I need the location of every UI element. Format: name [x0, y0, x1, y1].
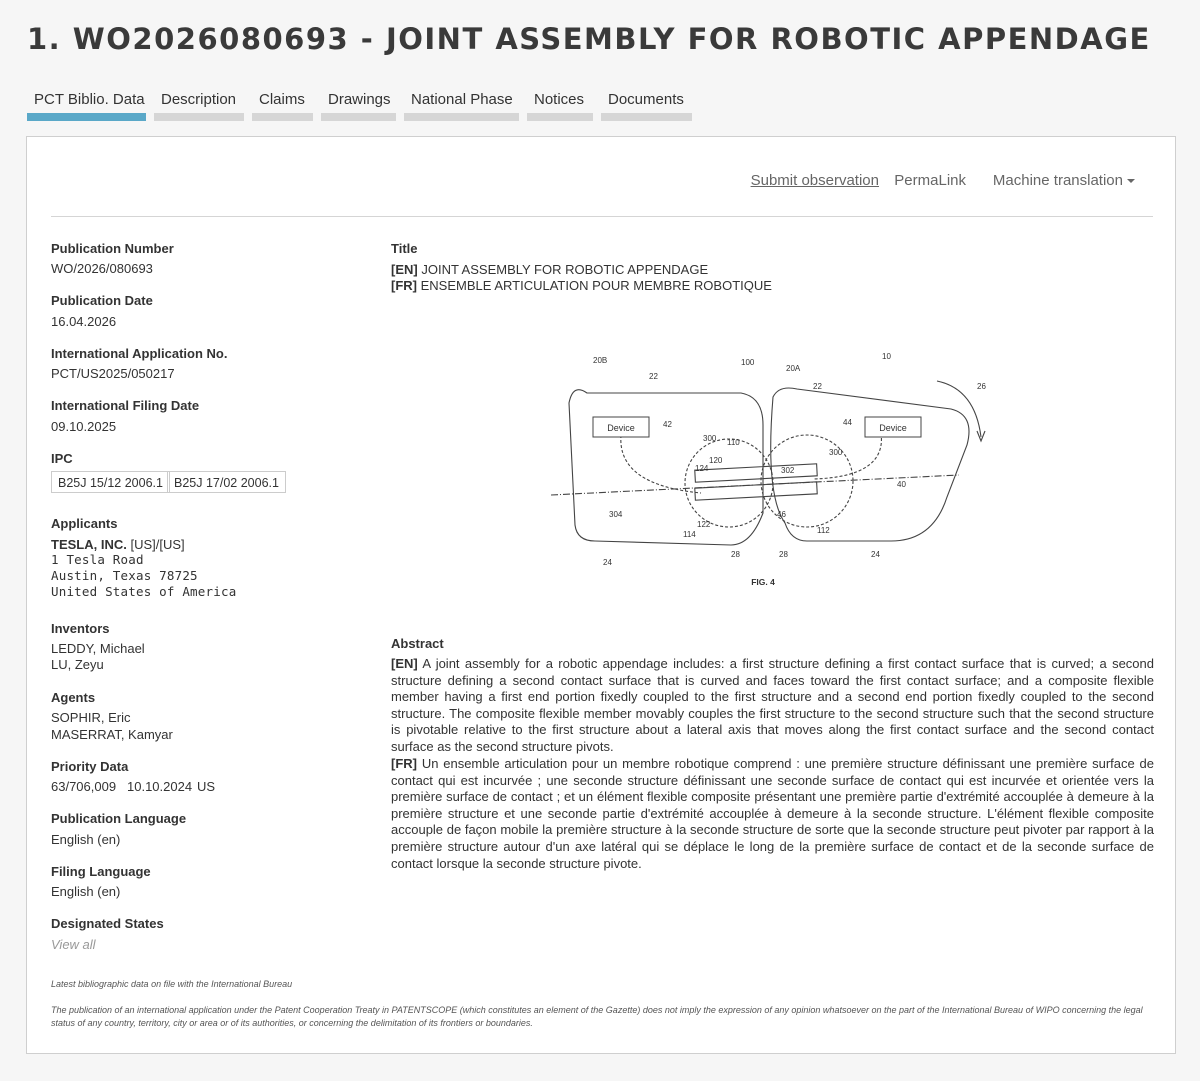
publication-date-value: 16.04.2026	[51, 314, 117, 329]
filing-date-label: International Filing Date	[51, 398, 200, 413]
tab-label: Claims	[259, 91, 305, 108]
tab-label: Notices	[534, 91, 585, 108]
publication-number-value: WO/2026/080693	[51, 261, 153, 276]
tab-indicator	[601, 113, 692, 121]
title-fr-text: ENSEMBLE ARTICULATION POUR MEMBRE ROBOTIQUE	[420, 278, 772, 293]
abstract-en	[391, 656, 1154, 756]
tab-notices[interactable]	[527, 90, 593, 121]
ref-numeral: 22	[813, 382, 822, 391]
priority-number: 63/706,009	[51, 779, 117, 794]
title-en	[391, 262, 708, 277]
ref-numeral: 304	[609, 510, 623, 519]
flex-member-upper	[695, 464, 817, 482]
ref-numeral: 22	[649, 372, 658, 381]
publication-number-label: Publication Number	[51, 241, 174, 256]
abstract-fr	[391, 756, 1154, 872]
machine-translation-dropdown[interactable]	[993, 172, 1135, 189]
abstract-label: Abstract	[391, 636, 444, 651]
tab-documents[interactable]	[601, 90, 692, 121]
ipc-code-link[interactable]: B25J 15/12 2006.1	[51, 471, 170, 493]
agent-name: MASERRAT, Kamyar	[51, 727, 173, 742]
figure-caption: FIG. 4	[751, 577, 775, 585]
view-all-link[interactable]: View all	[51, 937, 96, 952]
tab-indicator	[321, 113, 396, 121]
applicant-address-line: 1 Tesla Road	[51, 552, 144, 567]
applicant-country: [US]/[US]	[130, 537, 185, 552]
applicant-name: TESLA, INC.	[51, 537, 127, 552]
submit-observation-link[interactable]: Submit observation	[750, 172, 879, 189]
lang-tag-fr: [FR]	[391, 278, 417, 293]
tab-label: Drawings	[328, 91, 391, 108]
tab-label: National Phase	[411, 91, 513, 108]
ref-numeral: 112	[817, 526, 830, 535]
applicants-label: Applicants	[51, 516, 118, 531]
biblio-panel	[26, 136, 1176, 1054]
ref-numeral: 28	[731, 550, 740, 559]
publication-language-label: Publication Language	[51, 811, 187, 826]
ref-numeral: 300	[703, 434, 717, 443]
ipc-code-link[interactable]: B25J 17/02 2006.1	[167, 471, 286, 493]
ref-numeral: 44	[843, 418, 852, 427]
tab-claims[interactable]	[252, 90, 313, 121]
filing-language-value: English (en)	[51, 884, 121, 899]
priority-country: US	[197, 779, 216, 794]
ref-numeral: 28	[779, 550, 788, 559]
title-label: Title	[391, 241, 418, 256]
priority-date: 10.10.2024	[127, 779, 193, 794]
inventors-label: Inventors	[51, 621, 110, 636]
right-loop-line	[813, 433, 881, 479]
ref-numeral: 110	[727, 438, 740, 447]
page-title: 1. WO2026080693 - JOINT ASSEMBLY FOR ROBOTIC APPENDAGE	[27, 22, 1151, 56]
ref-numeral: 100	[741, 358, 755, 367]
rotation-arrow	[937, 381, 981, 437]
filing-date-value: 09.10.2025	[51, 419, 117, 434]
lang-tag-en: [EN]	[391, 262, 418, 277]
inventor-name: LU, Zeyu	[51, 657, 104, 672]
lang-tag-fr: [FR]	[391, 756, 417, 771]
device-label: Device	[879, 423, 907, 433]
tab-label: Description	[161, 91, 237, 108]
permalink-link[interactable]: PermaLink	[894, 172, 966, 189]
tab-indicator	[154, 113, 244, 121]
ref-numeral: 40	[897, 480, 906, 489]
left-dashed-circle	[685, 439, 773, 527]
patent-drawing-fig4[interactable]	[551, 345, 1001, 585]
footer-disclaimer: The publication of an international application under the Patent Cooperation Treaty in PATENTSCOPE (which constitutes an element of the Gazette) does not imply the expression of any opinion whatsoever on the part of the International Bureau of WIPO concerning the legal status of any country, territory, city or area or of its authorities, or concerning the delimitation of its frontiers or boundaries.	[51, 1005, 1143, 1028]
tab-indicator	[27, 113, 146, 121]
lang-tag-en: [EN]	[391, 656, 418, 671]
inventor-name: LEDDY, Michael	[51, 641, 145, 656]
tab-pct-biblio-data[interactable]	[27, 90, 146, 121]
flex-member-lower	[695, 482, 817, 500]
ref-numeral: 302	[781, 466, 795, 475]
title-fr	[391, 278, 772, 293]
ref-numeral: 20B	[593, 356, 608, 365]
designated-states-label: Designated States	[51, 916, 164, 931]
tab-description[interactable]	[154, 90, 244, 121]
ref-numeral: 24	[603, 558, 612, 567]
ref-numeral: 46	[777, 510, 786, 519]
publication-date-label: Publication Date	[51, 293, 153, 308]
ipc-label: IPC	[51, 451, 73, 466]
application-no-label: International Application No.	[51, 346, 228, 361]
priority-data-label: Priority Data	[51, 759, 129, 774]
applicant-address-line: Austin, Texas 78725	[51, 568, 198, 583]
applicant-address-line: United States of America	[51, 584, 237, 599]
footer-note: Latest bibliographic data on file with the International Bureau	[51, 979, 293, 989]
abstract-en-text: A joint assembly for a robotic appendage includes: a first structure defining a first contact surface that is curved; a second structure defining a second contact surface that is curved and faces toward the first contact surface; and a composite flexible member having a first end portion fixedly coupled to the first structure and a second end portion fixedly coupled to the second structure. The composite flexible member movably couples the first structure to the second structure such that the second structure is pivotable relative to the first structure about a lateral axis that moves along the first contact surface and the second contact surface as the second structure pivots.	[391, 656, 1154, 754]
ref-numeral: 24	[871, 550, 880, 559]
device-label: Device	[607, 423, 635, 433]
ref-numeral: 20A	[786, 364, 801, 373]
agents-label: Agents	[51, 690, 96, 705]
ref-numeral: 122	[697, 520, 711, 529]
tab-drawings[interactable]	[321, 90, 396, 121]
reference-numerals	[593, 352, 986, 567]
ref-numeral: 300	[829, 448, 843, 457]
filing-language-label: Filing Language	[51, 864, 151, 879]
tab-indicator	[527, 113, 593, 121]
tab-label: PCT Biblio. Data	[34, 91, 145, 108]
publication-language-value: English (en)	[51, 832, 121, 847]
tab-indicator	[252, 113, 313, 121]
application-no-value: PCT/US2025/050217	[51, 366, 175, 381]
applicant-entry	[51, 537, 185, 552]
ref-numeral: 120	[709, 456, 723, 465]
title-en-text: JOINT ASSEMBLY FOR ROBOTIC APPENDAGE	[421, 262, 709, 277]
tab-label: Documents	[608, 91, 684, 108]
ref-numeral: 42	[663, 420, 672, 429]
left-structure-outline	[569, 390, 763, 545]
ref-numeral: 124	[695, 464, 709, 473]
ref-numeral: 26	[977, 382, 986, 391]
caret-down-icon	[1127, 179, 1135, 183]
agent-name: SOPHIR, Eric	[51, 710, 131, 725]
ref-numeral: 10	[882, 352, 891, 361]
ref-numeral: 114	[683, 530, 696, 539]
machine-translation-label: Machine translation	[992, 172, 1123, 189]
abstract-fr-text: Un ensemble articulation pour un membre robotique comprend : une première structure définissant une première surface de contact qui est incurvée ; une seconde structure définissant une seconde surface de contact qui est incurvée et orientée vers la première surface de contact ; et un élément flexible composite présentant une première partie d'extrémité accouplée à demeure à la première structure et une seconde partie d'extrémité accouplée à demeure à la seconde structure. L'élément flexible composite accouple de façon mobile la première structure à la seconde structure de sorte que la seconde structure peut pivoter par rapport à la première structure autour d'un axe latéral qui se déplace le long de la première surface de contact et de la seconde surface de contact lorsque la seconde structure pivote.	[391, 756, 1154, 871]
tab-national-phase[interactable]	[404, 90, 519, 121]
divider	[51, 216, 1153, 217]
tab-indicator	[404, 113, 519, 121]
